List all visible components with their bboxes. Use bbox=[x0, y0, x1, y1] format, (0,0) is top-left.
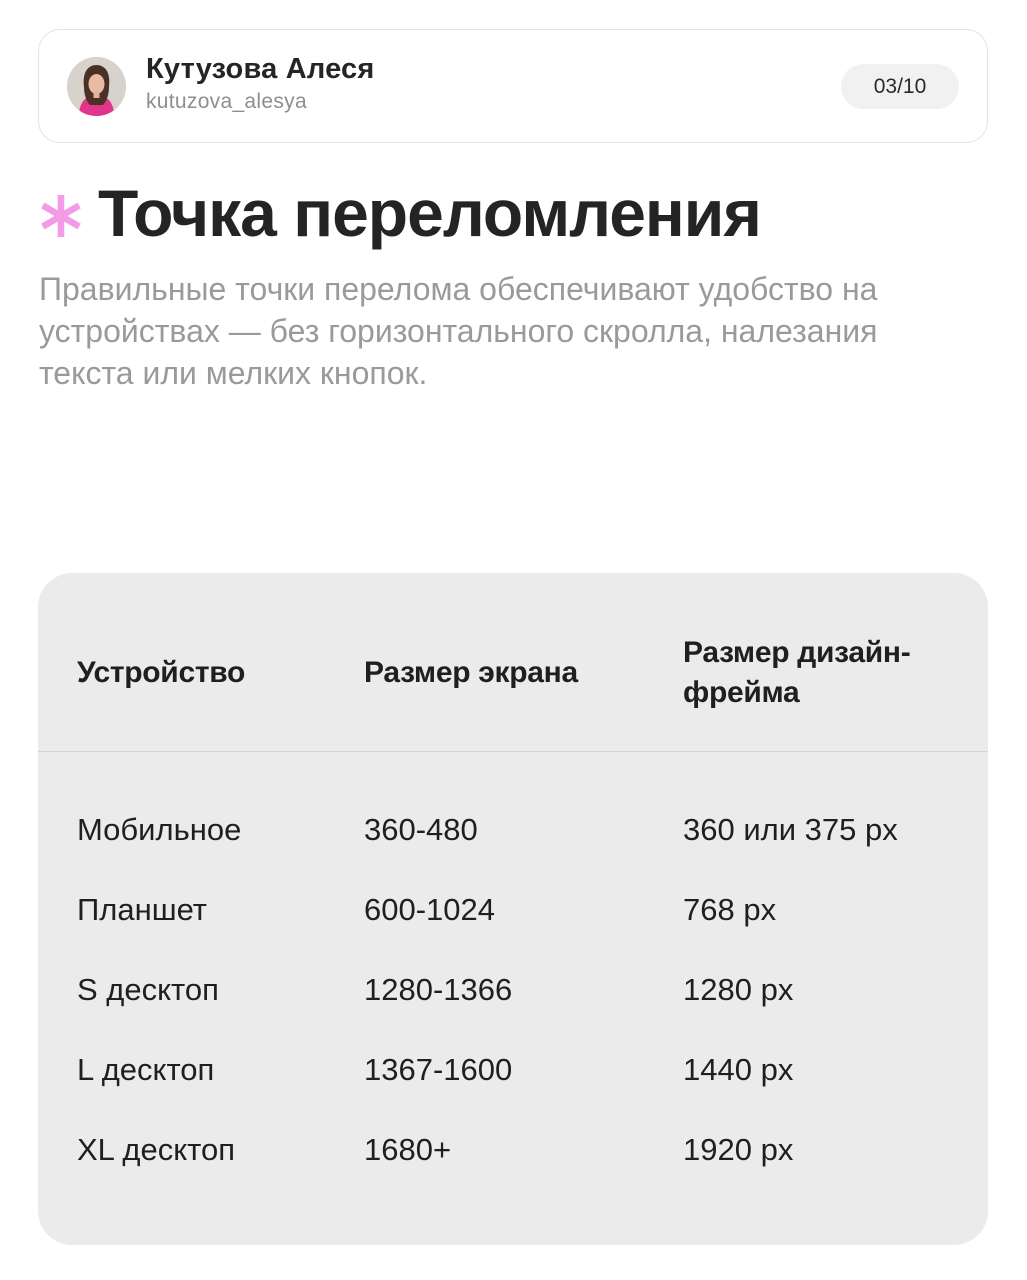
cell-device: S десктоп bbox=[77, 972, 219, 1007]
breakpoints-table bbox=[38, 573, 988, 1245]
table-row bbox=[38, 970, 988, 1050]
page-counter: 03/10 bbox=[841, 64, 959, 109]
cell-frame-size: 768 px bbox=[683, 892, 777, 927]
cell-device: L десктоп bbox=[77, 1052, 215, 1087]
column-header-screen-size: Размер экрана bbox=[364, 656, 578, 689]
cell-frame-size: 1280 px bbox=[683, 972, 794, 1007]
avatar[interactable] bbox=[67, 57, 126, 116]
cell-screen-size: 600-1024 bbox=[364, 892, 496, 927]
column-header-device: Устройство bbox=[77, 656, 245, 689]
author-handle: kutuzova_alesya bbox=[146, 90, 307, 113]
cell-device: Мобильное bbox=[77, 812, 242, 847]
cell-device: XL десктоп bbox=[77, 1132, 235, 1167]
subtitle: Правильные точки перелома обеспечивают удобство на устройствах — без горизонтального скролла, налезания текста или мелких кнопок. bbox=[39, 271, 878, 391]
cell-frame-size: 1440 px bbox=[683, 1052, 794, 1087]
table-row bbox=[38, 810, 988, 890]
table-row bbox=[38, 890, 988, 970]
cell-screen-size: 1367-1600 bbox=[364, 1052, 513, 1087]
cell-screen-size: 1280-1366 bbox=[364, 972, 513, 1007]
cell-frame-size: 360 или 375 px bbox=[683, 812, 898, 847]
title-row bbox=[36, 170, 761, 256]
table-row bbox=[38, 1130, 988, 1210]
cell-device: Планшет bbox=[77, 892, 208, 927]
column-header-frame-size: Размер дизайн-фрейма bbox=[683, 636, 911, 709]
table-row bbox=[38, 1050, 988, 1130]
avatar-photo-icon bbox=[67, 57, 126, 116]
cell-screen-size: 1680+ bbox=[364, 1132, 452, 1167]
author-card bbox=[38, 29, 988, 143]
table-header bbox=[38, 573, 988, 752]
cell-frame-size: 1920 px bbox=[683, 1132, 794, 1167]
author-name: Кутузова Алеся bbox=[146, 53, 375, 85]
cell-screen-size: 360-480 bbox=[364, 812, 478, 847]
asterisk-icon bbox=[36, 191, 86, 241]
page-title: Точка переломления bbox=[98, 176, 761, 250]
